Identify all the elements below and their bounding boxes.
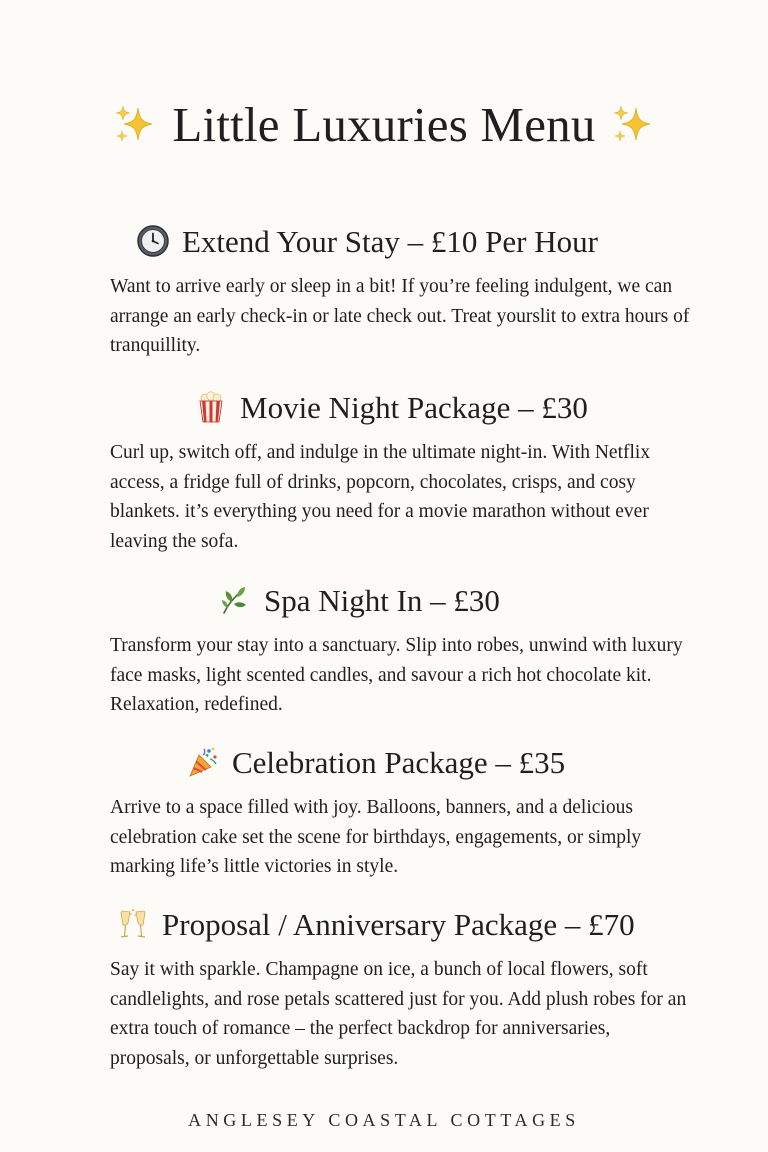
section-heading: Celebration Package – £35 xyxy=(232,744,566,780)
sparkles-icon xyxy=(610,102,656,148)
section-heading: Proposal / Anniversary Package – £70 xyxy=(162,906,635,942)
leaf-icon xyxy=(218,583,252,617)
section-description: Say it with sparkle. Champagne on ice, a bunch of local flowers, soft candlelights, and rose petals scattered just for you. Add plush robes for an extra touch of romance – the perfect backdrop for anniversaries, proposals, or unforgettable surprises. xyxy=(110,959,687,1069)
title-row xyxy=(0,97,768,152)
menu-section-spa-night xyxy=(110,583,690,720)
section-description: Transform your stay into a sanctuary. Slip into robes, unwind with luxury face masks, light scented candles, and savour a rich hot chocolate kit. Relaxation, redefined. xyxy=(110,635,683,715)
section-heading: Spa Night In – £30 xyxy=(264,582,500,618)
menu-section-celebration xyxy=(110,745,690,882)
sparkles-icon xyxy=(112,102,158,148)
section-description: Curl up, switch off, and indulge in the ultimate night-in. With Netflix access, a fridge full of drinks, popcorn, chocolates, crisps, and cosy blankets. it’s everything you need for a movie marathon without ever leaving the sofa. xyxy=(110,442,651,552)
clock-icon xyxy=(136,224,170,258)
popcorn-icon xyxy=(194,390,228,424)
section-heading-row xyxy=(194,390,690,424)
menu-section-proposal-anniversary xyxy=(110,907,690,1073)
section-heading-row xyxy=(116,907,690,941)
section-heading-row xyxy=(186,745,690,779)
champagne-glasses-icon xyxy=(116,907,150,941)
page-title: Little Luxuries Menu xyxy=(172,97,596,152)
section-heading-row xyxy=(136,224,690,258)
section-heading: Movie Night Package – £30 xyxy=(240,389,588,425)
section-description: Arrive to a space filled with joy. Balloons, banners, and a delicious celebration cake set the scene for birthdays, engagements, or simply marking life’s little victories in style. xyxy=(110,797,642,877)
menu-section-extend-stay xyxy=(110,224,690,361)
footer-brand: ANGLESEY COASTAL COTTAGES xyxy=(188,1110,580,1130)
menu-section-movie-night xyxy=(110,390,690,556)
section-heading-row xyxy=(218,583,690,617)
section-description: Want to arrive early or sleep in a bit! If you’re feeling indulgent, we can arrange an early check-in or late check out. Treat yourslit to extra hours of tranquillity. xyxy=(110,276,690,356)
party-popper-icon xyxy=(186,745,220,779)
section-heading: Extend Your Stay – £10 Per Hour xyxy=(182,223,598,259)
